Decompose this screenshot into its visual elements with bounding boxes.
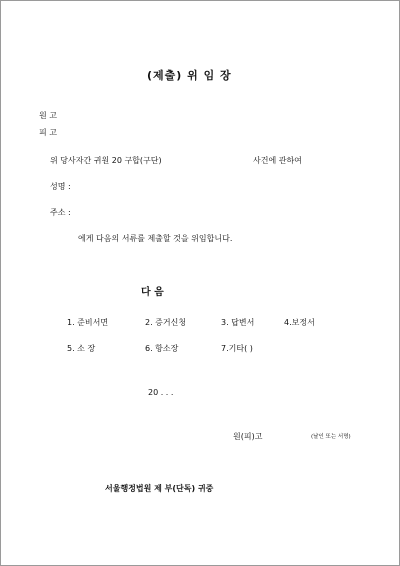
address-label: 주소 : [50,208,71,217]
item-preparatory-brief: 1. 준비서면 [67,318,109,327]
item-complaint: 5. 소 장 [67,344,96,353]
item-evidence-request: 2. 증거신청 [145,318,187,327]
case-suffix: 사건에 관하여 [253,156,302,165]
item-correction: 4.보정서 [284,318,315,327]
name-label: 성명 : [50,182,71,191]
defendant-label: 피 고 [39,128,57,137]
item-other: 7.기타( ) [221,344,253,353]
plaintiff-label: 원 고 [39,111,57,120]
next-heading: 다 음 [141,287,164,298]
signer-label: 원(피)고 [233,432,263,441]
date-line: 20 . . . [148,388,174,397]
case-number-line: 위 당사자간 귀원 20 구합(구단) [50,156,162,165]
document-title: (제출) 위 임 장 [147,69,232,82]
item-appeal: 6. 항소장 [145,344,179,353]
court-recipient: 서울행정법원 제 부(단독) 귀중 [105,484,214,493]
delegation-sentence: 에게 다음의 서류를 제출할 것을 위임합니다. [78,234,233,243]
seal-note: (날인 또는 서명) [311,434,351,440]
item-answer: 3. 답변서 [221,318,255,327]
